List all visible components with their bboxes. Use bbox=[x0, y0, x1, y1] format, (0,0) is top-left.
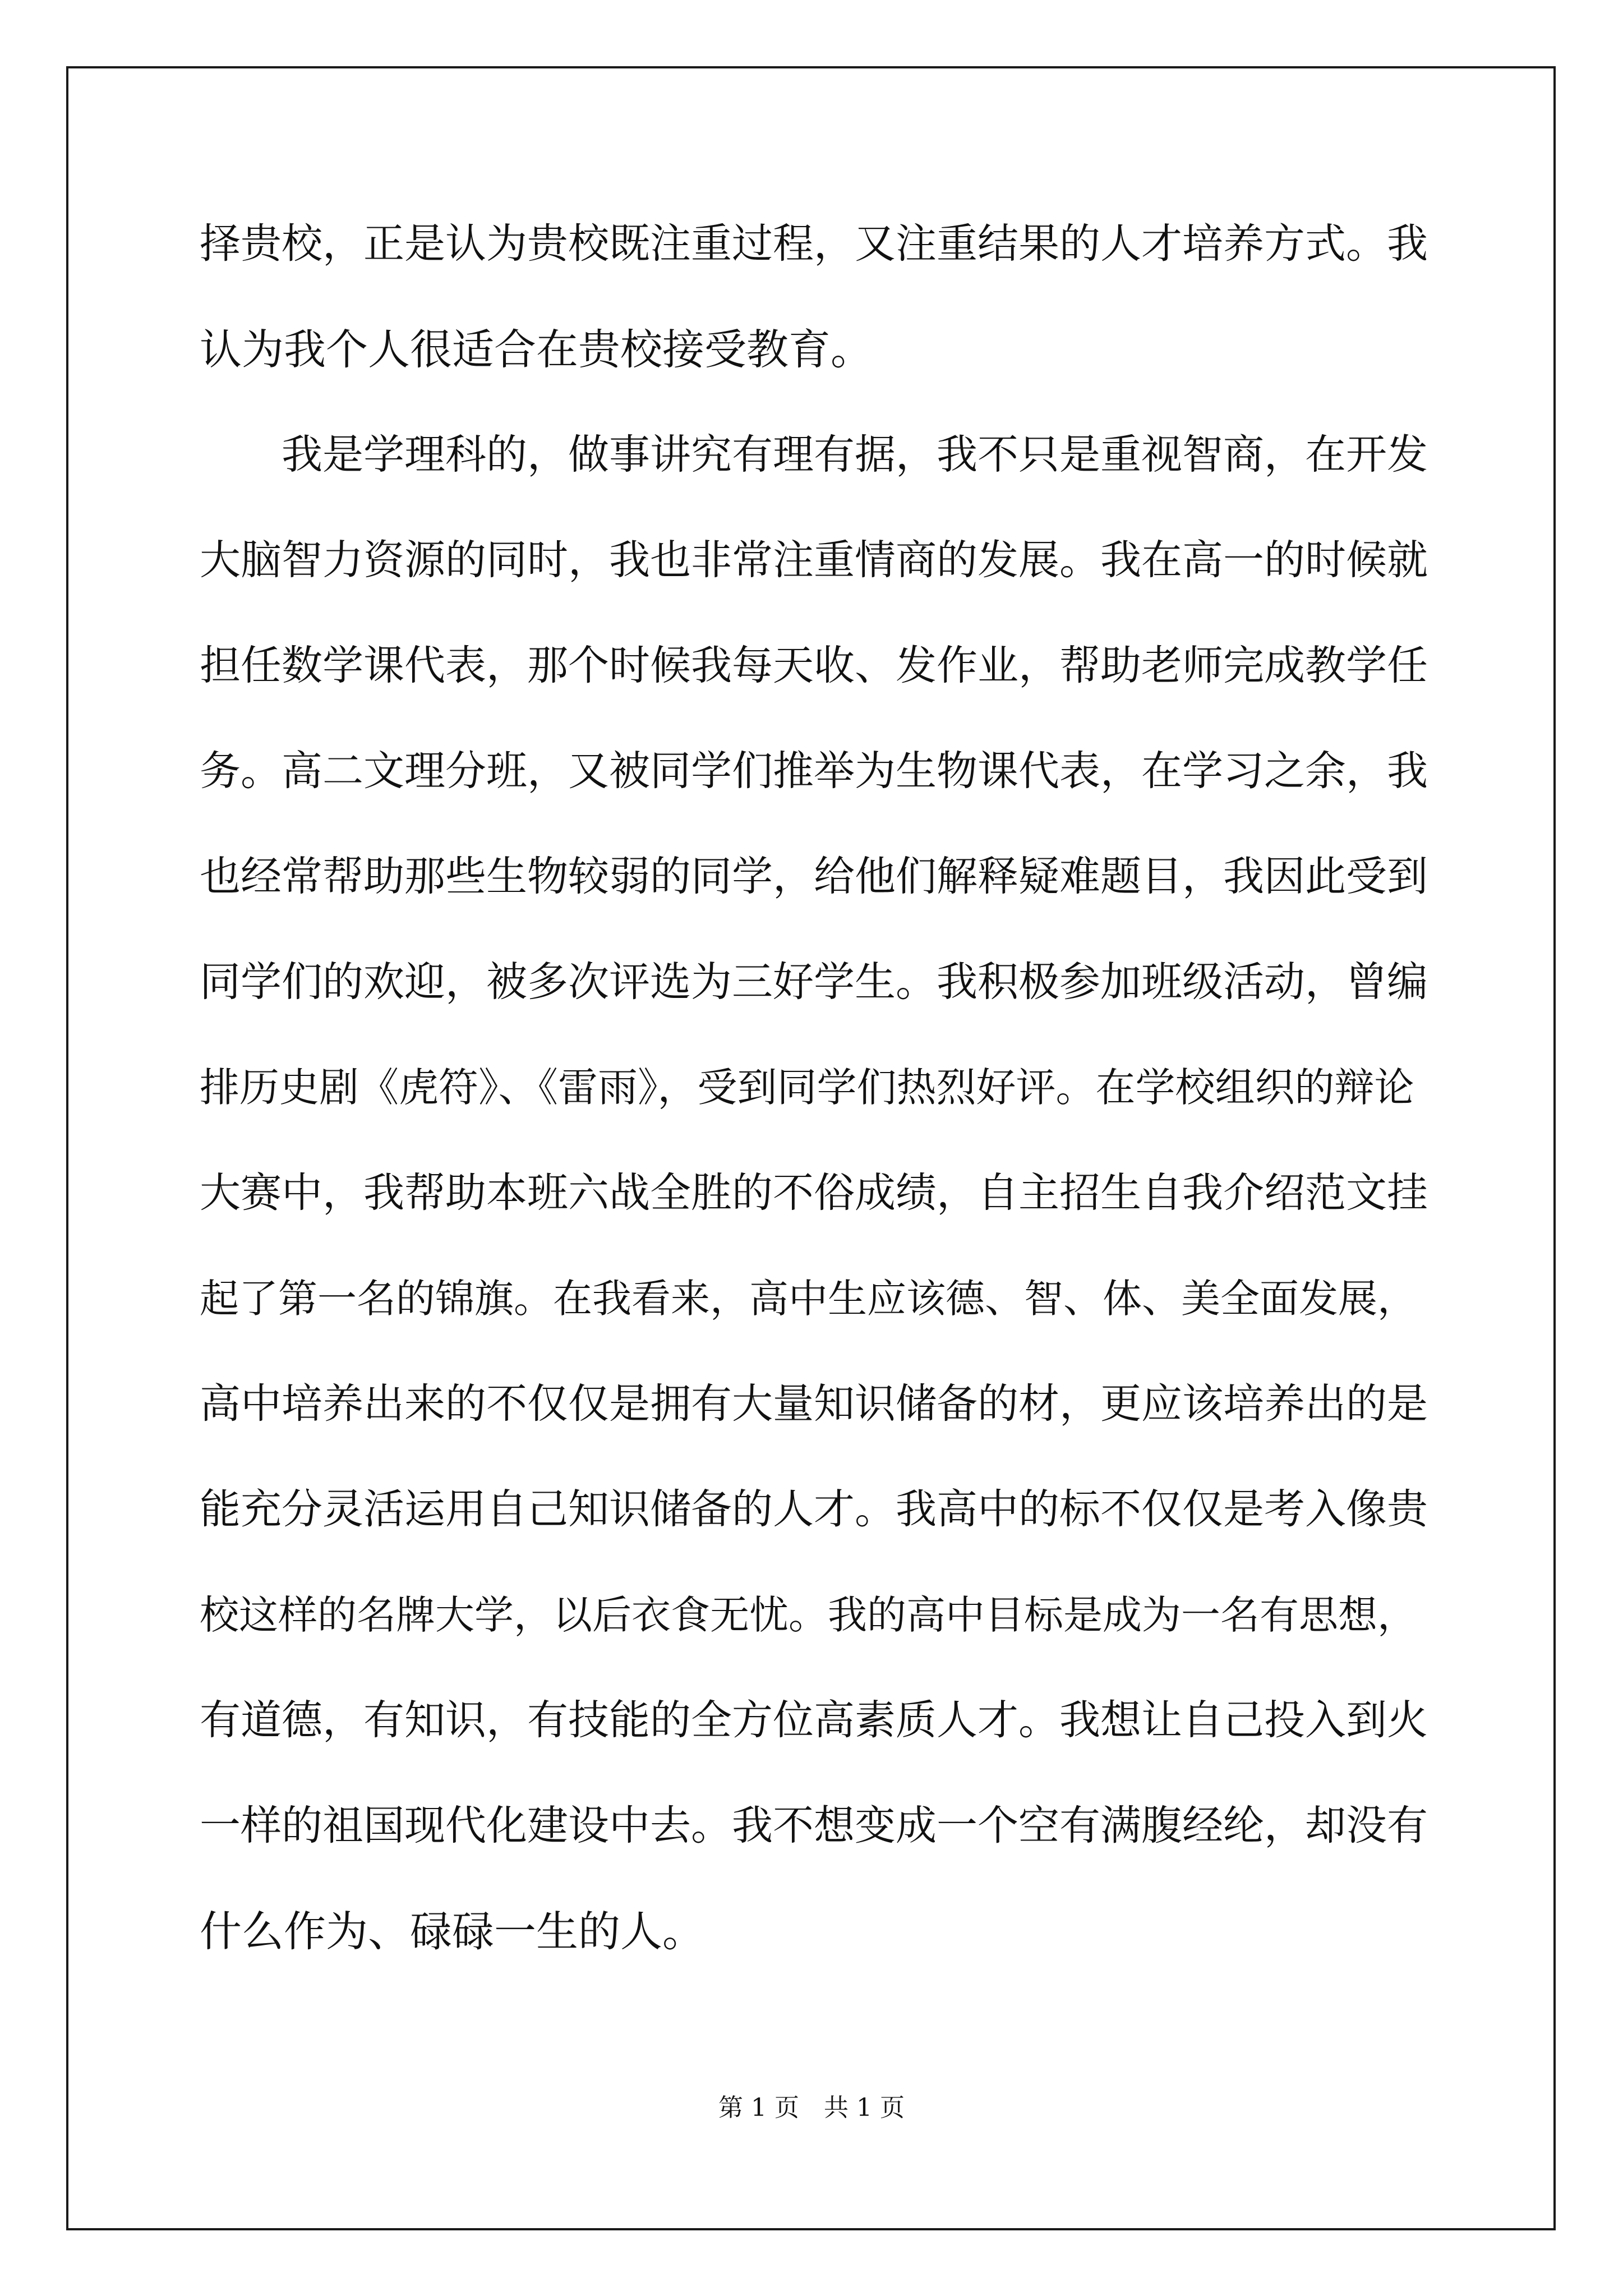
text-line: 一样的祖国现代化建设中去。我不想变成一个空有满腹经纶，却没有 bbox=[200, 1802, 1428, 1849]
text-line: 大赛中，我帮助本班六战全胜的不俗成绩，自主招生自我介绍范文挂 bbox=[200, 1169, 1428, 1217]
text-line: 担任数学课代表，那个时候我每天收、发作业，帮助老师完成教学任 bbox=[200, 642, 1428, 689]
page-number-footer: 第 1 页 共 1 页 bbox=[718, 2093, 905, 2122]
text-line: 择贵校，正是认为贵校既注重过程，又注重结果的人才培养方式。我 bbox=[200, 220, 1428, 268]
text-line: 认为我个人很适合在贵校接受教育。 bbox=[200, 325, 873, 374]
text-line: 校这样的名牌大学，以后衣食无忧。我的高中目标是成为一名有思想， bbox=[200, 1592, 1417, 1638]
text-line: 排历史剧《虎符》、《雷雨》，受到同学们热烈好评。在学校组织的辩论 bbox=[200, 1064, 1414, 1111]
text-line: 我是学理科的，做事讲究有理有据，我不只是重视智商，在开发 bbox=[200, 431, 1428, 478]
text-line: 起了第一名的锦旗。在我看来，高中生应该德、智、体、美全面发展， bbox=[200, 1276, 1417, 1322]
body-text bbox=[200, 218, 1428, 2010]
text-line: 同学们的欢迎，被多次评选为三好学生。我积极参加班级活动，曾编 bbox=[200, 958, 1428, 1006]
text-line: 大脑智力资源的同时，我也非常注重情商的发展。我在高一的时候就 bbox=[200, 536, 1428, 584]
text-line: 什么作为、碌碌一生的人。 bbox=[200, 1907, 705, 1956]
text-line: 有道德，有知识，有技能的全方位高素质人才。我想让自己投入到火 bbox=[200, 1696, 1428, 1744]
text-line: 能充分灵活运用自己知识储备的人才。我高中的标不仅仅是考入像贵 bbox=[200, 1485, 1428, 1533]
text-line: 务。高二文理分班，又被同学们推举为生物课代表，在学习之余，我 bbox=[200, 747, 1428, 795]
text-line: 也经常帮助那些生物较弱的同学，给他们解释疑难题目，我因此受到 bbox=[200, 853, 1428, 900]
text-line: 高中培养出来的不仅仅是拥有大量知识储备的材，更应该培养出的是 bbox=[200, 1380, 1428, 1428]
